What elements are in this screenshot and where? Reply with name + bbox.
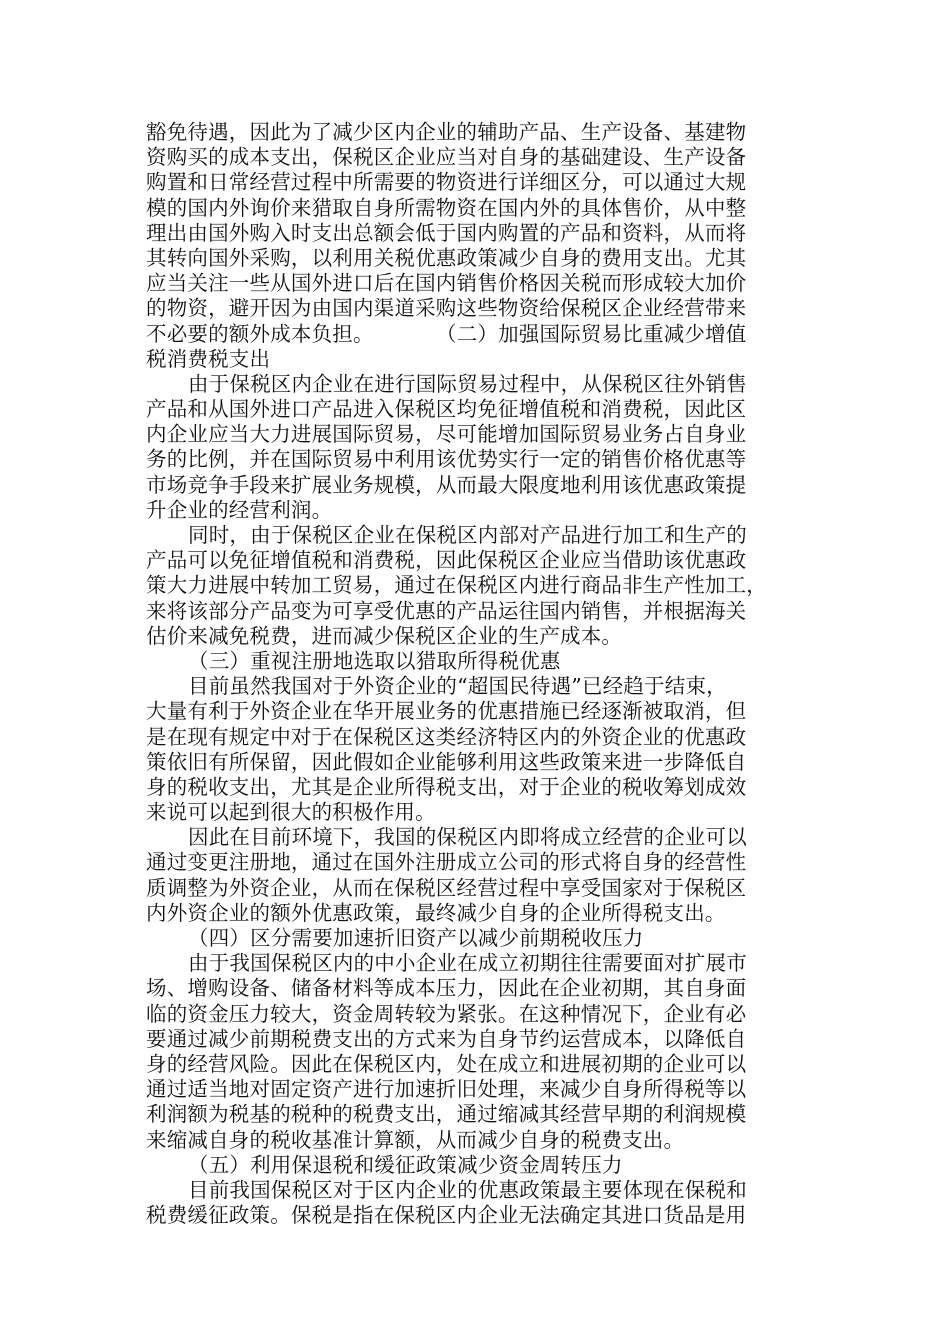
text-line: 资购买的成本支出，保税区企业应当对自身的基础建设、生产设备 [146, 145, 747, 170]
text-line: 估价来减免税费，进而减少保税区企业的生产成本。 [146, 623, 623, 648]
text-line: 来将该部分产品变为可享受优惠的产品运往国内销售，并根据海关 [146, 598, 747, 623]
text-line: 税消费税支出 [146, 346, 271, 371]
text-line: 因此在目前环境下，我国的保税区内即将成立经营的企业可以 [188, 825, 747, 850]
text-line: 临的资金压力较大，资金周转较为紧张。在这种情况下，企业有必 [146, 1001, 747, 1026]
text-line: （五）利用保退税和缓征政策减少资金周转压力 [188, 1152, 623, 1177]
text-line: 豁免待遇，因此为了减少区内企业的辅助产品、生产设备、基建物 [146, 120, 747, 144]
text-line: 购置和日常经营过程中所需要的物资进行详细区分，可以通过大规 [146, 170, 747, 195]
text-line: 其转向国外采购，以利用关税优惠政策减少自身的费用支出。尤其 [146, 245, 747, 270]
text-line: 目前我国保税区对于区内企业的优惠政策最主要体现在保税和 [188, 1177, 747, 1202]
text-line: 利润额为税基的税种的税费支出，通过缩减其经营早期的利润规模 [146, 1102, 747, 1127]
text-line: 由于我国保税区内的中小企业在成立初期往往需要面对扩展市 [188, 951, 747, 976]
text-line: 来缩减自身的税收基准计算额，从而减少自身的税费支出。 [146, 1127, 685, 1152]
body-text [146, 120, 806, 1228]
text-line: 来说可以起到很大的积极作用。 [146, 800, 436, 825]
text-line: 通过适当地对固定资产进行加速折旧处理，来减少自身所得税等以 [146, 1077, 747, 1102]
text-line: 务的比例，并在国际贸易中利用该优势实行一定的销售价格优惠等 [146, 447, 747, 472]
text-line: 由于保税区内企业在进行国际贸易过程中，从保税区往外销售 [188, 371, 747, 396]
text-line: （三）重视注册地选取以猎取所得税优惠 [188, 648, 561, 673]
text-line: 市场竞争手段来扩展业务规模，从而最大限度地利用该优惠政策提 [146, 472, 747, 497]
text-line: 质调整为外资企业，从而在保税区经营过程中享受国家对于保税区 [146, 875, 747, 900]
text-line: 策依旧有所保留，因此假如企业能够利用这些政策来进一步降低自 [146, 749, 747, 774]
text-line: 升企业的经营利润。 [146, 497, 333, 522]
text-line: 身的税收支出，尤其是企业所得税支出，对于企业的税收筹划成效 [146, 774, 747, 799]
text-line: 内外资企业的额外优惠政策，最终减少自身的企业所得税支出。 [146, 900, 726, 925]
text-line: 不必要的额外成本负担。 （二）加强国际贸易比重减少增值 [146, 321, 747, 346]
text-line: 税费缓征政策。保税是指在保税区内企业无法确定其进口货品是用 [146, 1203, 747, 1228]
text-line: 的物资，避开因为由国内渠道采购这些物资给保税区企业经营带来 [146, 296, 747, 321]
text-line: 通过变更注册地，通过在国外注册成立公司的形式将自身的经营性 [146, 850, 747, 875]
text-line: 是在现有规定中对于在保税区这类经济特区内的外资企业的优惠政 [146, 724, 747, 749]
text-line: 模的国内外询价来猎取自身所需物资在国内外的具体售价，从中整 [146, 195, 747, 220]
text-line: （四）区分需要加速折旧资产以减少前期税收压力 [188, 926, 644, 950]
text-line: 内企业应当大力进展国际贸易，尽可能增加国际贸易业务占自身业 [146, 422, 747, 447]
text-line: 产品可以免征增值税和消费税，因此保税区企业应当借助该优惠政 [146, 548, 747, 573]
text-line: 场、增购设备、储备材料等成本压力，因此在企业初期，其自身面 [146, 976, 747, 1001]
text-line: 策大力进展中转加工贸易，通过在保税区内进行商品非生产性加工， [146, 573, 767, 598]
text-line: 理出由国外购入时支出总额会低于国内购置的产品和资料，从而将 [146, 220, 747, 245]
text-line: 大量有利于外资企业在华开展业务的优惠措施已经逐渐被取消，但 [146, 699, 747, 724]
text-line: 要通过减少前期税费支出的方式来为自身节约运营成本，以降低自 [146, 1026, 747, 1051]
text-line: 应当关注一些从国外进口后在国内销售价格因关税而形成较大加价 [146, 271, 747, 296]
text-line: 同时，由于保税区企业在保税区内部对产品进行加工和生产的 [188, 523, 747, 547]
text-line: 身的经营风险。因此在保税区内，处在成立和进展初期的企业可以 [146, 1051, 747, 1076]
text-line: 目前虽然我国对于外资企业的“超国民待遇”已经趋于结束， [188, 674, 727, 699]
text-line: 产品和从国外进口产品进入保税区均免征增值税和消费税，因此区 [146, 397, 747, 422]
